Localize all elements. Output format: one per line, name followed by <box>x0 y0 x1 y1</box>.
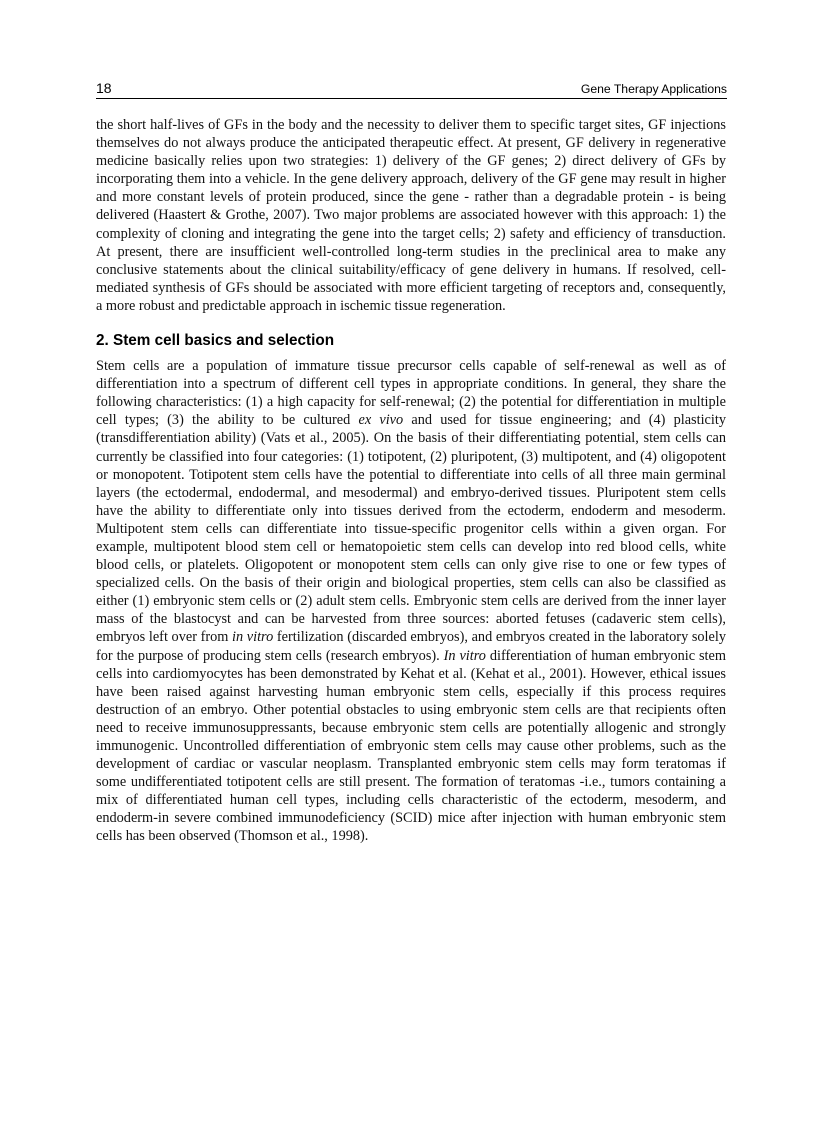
text-run: and used for tissue engineering; and (4) plasticity (transdifferentiation ability) (Vats et al., 2005). On the basis of their differentiating potential, stem cells can currently be classified into four categories: (1) totipotent, (2) pluripotent, (3) multipotent, and (4) oligopotent or monopotent. Totipotent stem cells have the potential to differentiate into cells of all three main germinal layers (the ectodermal, endodermal, and mesodermal) and embryo-derived tissues. Pluripotent stem cells have the ability to differentiate only into tissues derived from the ectoderm, endoderm and mesoderm. Multipotent stem cells can differentiate into tissue-specific progenitor cells within a given organ. For example, multipotent blood stem cell or hematopoietic stem cells can develop into red blood cells, white blood cells, or platelets. Oligopotent or monopotent stem cells can only give rise to one or few types of specialized cells. On the basis of their origin and biological properties, stem cells can also be classified as either (1) embryonic stem cells or (2) adult stem cells. Embryonic stem cells are derived from the inner layer mass of the blastocyst and can be harvested from three sources: aborted fetuses (cadaveric stem cells), embryos left over from <box>96 412 726 646</box>
italic-term: in vitro <box>232 629 274 646</box>
section-heading: 2. Stem cell basics and selection <box>96 332 335 350</box>
running-header <box>96 80 727 99</box>
text-run: fertilization (discarded embryos), and embryos created in the laboratory solely for the purpose of producing stem cells (research embryos). <box>96 629 726 664</box>
body-text <box>96 116 726 846</box>
italic-term: In vitro <box>443 647 486 664</box>
text-run: differentiation of human embryonic stem cells into cardiomyocytes has been demonstrated by Kehat et al. (Kehat et al., 2001). However, ethical issues have been raised against harvesting human embryonic stem cells, especially if this process requires destruction of an embryo. Other potential obstacles to using embryonic stem cells are that recipients often need to receive immunosuppressants, because embryonic stem cells are potentially allogenic and strongly immunogenic. Uncontrolled differentiation of embryonic stem cells may cause other problems, such as the development of cardiac or vascular neoplasm. Transplanted embryonic stem cells may form teratomas if some undifferentiated totipotent cells are still present. The formation of teratomas -i.e., tumors containing a mix of differentiated human cell types, including cells characteristic of the ectoderm, mesoderm, and endoderm-in severe combined immunodeficiency (SCID) mice after injection with human embryonic stem cells has been observed (Thomson et al., 1998). <box>96 647 726 845</box>
running-title: Gene Therapy Applications <box>580 82 727 96</box>
italic-term: ex vivo <box>358 412 404 429</box>
page-number: 18 <box>96 80 112 96</box>
paragraph-stem-cell-basics <box>96 357 726 846</box>
text-run: Stem cells are a population of immature tissue precursor cells capable of self-renewal as well as of differentiation into a spectrum of different cell types in appropriate conditions. In general, they share the following characteristics: (1) a high capacity for self-renewal; (2) the potential for differentiation in multiple cell types; (3) the ability to be cultured <box>96 358 726 429</box>
paragraph-continued: the short half-lives of GFs in the body and the necessity to deliver them to specific target sites, GF injections themselves do not always produce the anticipated therapeutic effect. At present, GF delivery in regenerative medicine basically relies upon two strategies: 1) delivery of the GF genes; 2) direct delivery of GFs by incorporating them into a vehicle. In the gene delivery approach, delivery of the GF gene may result in higher and more constant levels of protein produced, since the gene - rather than a degradable protein - is being delivered (Haastert & Grothe, 2007). Two major problems are associated however with this approach: 1) the complexity of cloning and integrating the gene into the target cells; 2) safety and efficiency of transduction. At present, there are insufficient well-controlled long-term studies in the preclinical area to make any conclusive statements about the clinical suitability/efficacy of gene delivery in humans. If resolved, cell-mediated synthesis of GFs should be associated with more efficient targeting of receptors and, consequently, a more robust and predictable approach in ischemic tissue regeneration. <box>96 117 726 314</box>
